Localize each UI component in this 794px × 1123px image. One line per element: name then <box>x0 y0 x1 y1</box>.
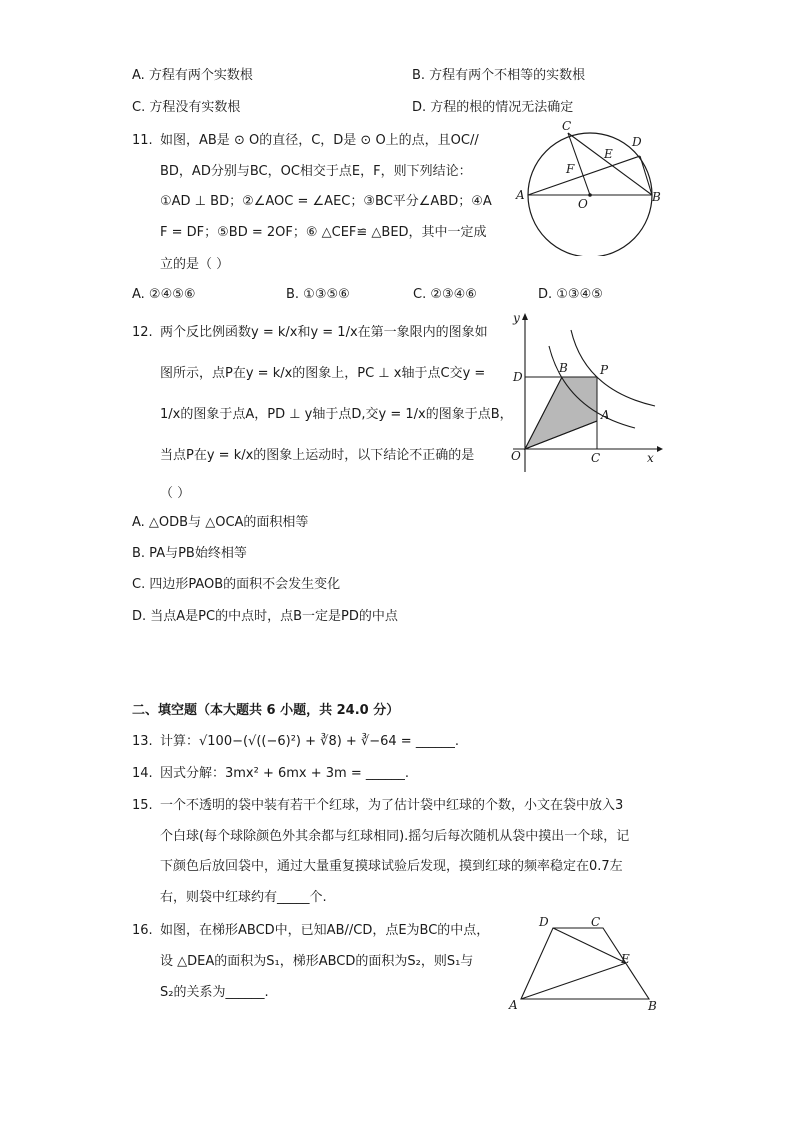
q16-trapezoid-figure <box>505 910 665 1016</box>
q15-line-4: 右，则袋中红球约有_____个. <box>160 890 327 905</box>
q12-label-a: A <box>601 408 610 422</box>
q12-option-b: B. PA与PB始终相等 <box>132 546 247 561</box>
q11-line-5: 立的是（ ） <box>160 257 230 272</box>
q16-segment-ae <box>521 963 626 999</box>
q15-number: 15. <box>132 798 153 813</box>
q12-label-y: y <box>513 311 520 325</box>
q12-option-a: A. △ODB与 △OCA的面积相等 <box>132 515 309 530</box>
q12-label-p: P <box>600 363 609 377</box>
q11-line-3: ①AD ⊥ BD；②∠AOC = ∠AEC；③BC平分∠ABD；④A <box>160 194 492 209</box>
q12-line-2: 图所示，点P在y = k/x的图象上，PC ⊥ x轴于点C交y = <box>160 366 486 381</box>
q14-number: 14. <box>132 766 153 781</box>
q10-option-a: A. 方程有两个实数根 <box>132 68 253 83</box>
q15-line-3: 下颜色后放回袋中，通过大量重复摸球试验后发现，摸到红球的频率稳定在0.7左 <box>160 859 623 874</box>
q12-label-b: B <box>559 361 568 375</box>
q11-label-a: A <box>516 188 525 202</box>
q10-option-d: D. 方程的根的情况无法确定 <box>412 100 574 115</box>
q10-option-c: C. 方程没有实数根 <box>132 100 241 115</box>
q12-x-arrow <box>657 446 663 452</box>
q11-label-e: E <box>604 147 613 161</box>
q12-shaded-quadrilateral <box>525 377 597 449</box>
q15-line-1: 一个不透明的袋中装有若干个红球，为了估计袋中红球的个数，小文在袋中放入3 <box>160 798 624 813</box>
q11-segment-ad <box>528 156 640 195</box>
q12-graph-figure <box>505 310 665 475</box>
q11-label-c: C <box>562 119 572 133</box>
q11-center-dot <box>588 193 592 197</box>
q11-option-b: B. ①③⑤⑥ <box>286 287 350 302</box>
q12-label-x: x <box>647 451 654 465</box>
q12-label-o: O <box>511 449 521 463</box>
q16-line-2: 设 △DEA的面积为S₁，梯形ABCD的面积为S₂，则S₁与 <box>160 954 474 969</box>
q12-line-5: （ ） <box>160 486 191 501</box>
q11-line-2: BD，AD分别与BC，OC相交于点E，F，则下列结论： <box>160 164 472 179</box>
q10-option-b: B. 方程有两个不相等的实数根 <box>412 68 586 83</box>
q11-option-a: A. ②④⑤⑥ <box>132 287 196 302</box>
q16-label-c: C <box>591 915 601 929</box>
q16-line-1: 如图，在梯形ABCD中，已知AB//CD，点E为BC的中点， <box>160 923 490 938</box>
q11-option-d: D. ①③④⑤ <box>538 287 603 302</box>
q16-label-e: E <box>621 952 630 966</box>
q11-number: 11. <box>132 133 153 148</box>
q11-label-b: B <box>652 190 661 204</box>
q12-line-4: 当点P在y = k/x的图象上运动时，以下结论不正确的是 <box>160 448 475 463</box>
q13-text: 计算：√100−(√((−6)²) + ∛8) + ∛−64 = ______. <box>160 734 459 749</box>
q11-segment-bd <box>640 156 652 195</box>
q11-line-1: 如图，AB是 ⊙ O的直径，C，D是 ⊙ O上的点，且OC// <box>160 133 479 148</box>
section-2-title: 二、填空题（本大题共 6 小题，共 24.0 分） <box>132 703 400 718</box>
q12-y-arrow <box>522 313 528 320</box>
q15-line-2: 个白球(每个球除颜色外其余都与红球相同).摇匀后每次随机从袋中摸出一个球，记 <box>160 829 630 844</box>
q16-segment-de <box>553 928 626 963</box>
q12-label-d: D <box>513 370 523 384</box>
q11-line-4: F = DF；⑤BD = 2OF；⑥ △CEF≌ △BED，其中一定成 <box>160 225 487 240</box>
q12-line-3: 1/x的图象于点A，PD ⊥ y轴于点D,交y = 1/x的图象于点B， <box>160 407 513 422</box>
q16-label-a: A <box>509 998 518 1012</box>
q16-trapezoid <box>521 928 649 999</box>
q12-option-d: D. 当点A是PC的中点时，点B一定是PD的中点 <box>132 609 398 624</box>
q13-number: 13. <box>132 734 153 749</box>
q16-number: 16. <box>132 923 153 938</box>
q11-label-f: F <box>566 162 575 176</box>
q11-option-c: C. ②③④⑥ <box>413 287 477 302</box>
q16-label-d: D <box>539 915 549 929</box>
q11-label-o: O <box>578 197 588 211</box>
q12-number: 12. <box>132 325 153 340</box>
q11-circle-figure <box>512 116 664 256</box>
q16-line-3: S₂的关系为______. <box>160 985 269 1000</box>
q11-label-d: D <box>632 135 642 149</box>
q12-line-1: 两个反比例函数y = k/x和y = 1/x在第一象限内的图象如 <box>160 325 488 340</box>
q16-label-b: B <box>648 999 657 1013</box>
q12-option-c: C. 四边形PAOB的面积不会发生变化 <box>132 577 341 592</box>
q14-text: 因式分解：3mx² + 6mx + 3m = ______. <box>160 766 410 781</box>
q12-label-c: C <box>591 451 601 465</box>
